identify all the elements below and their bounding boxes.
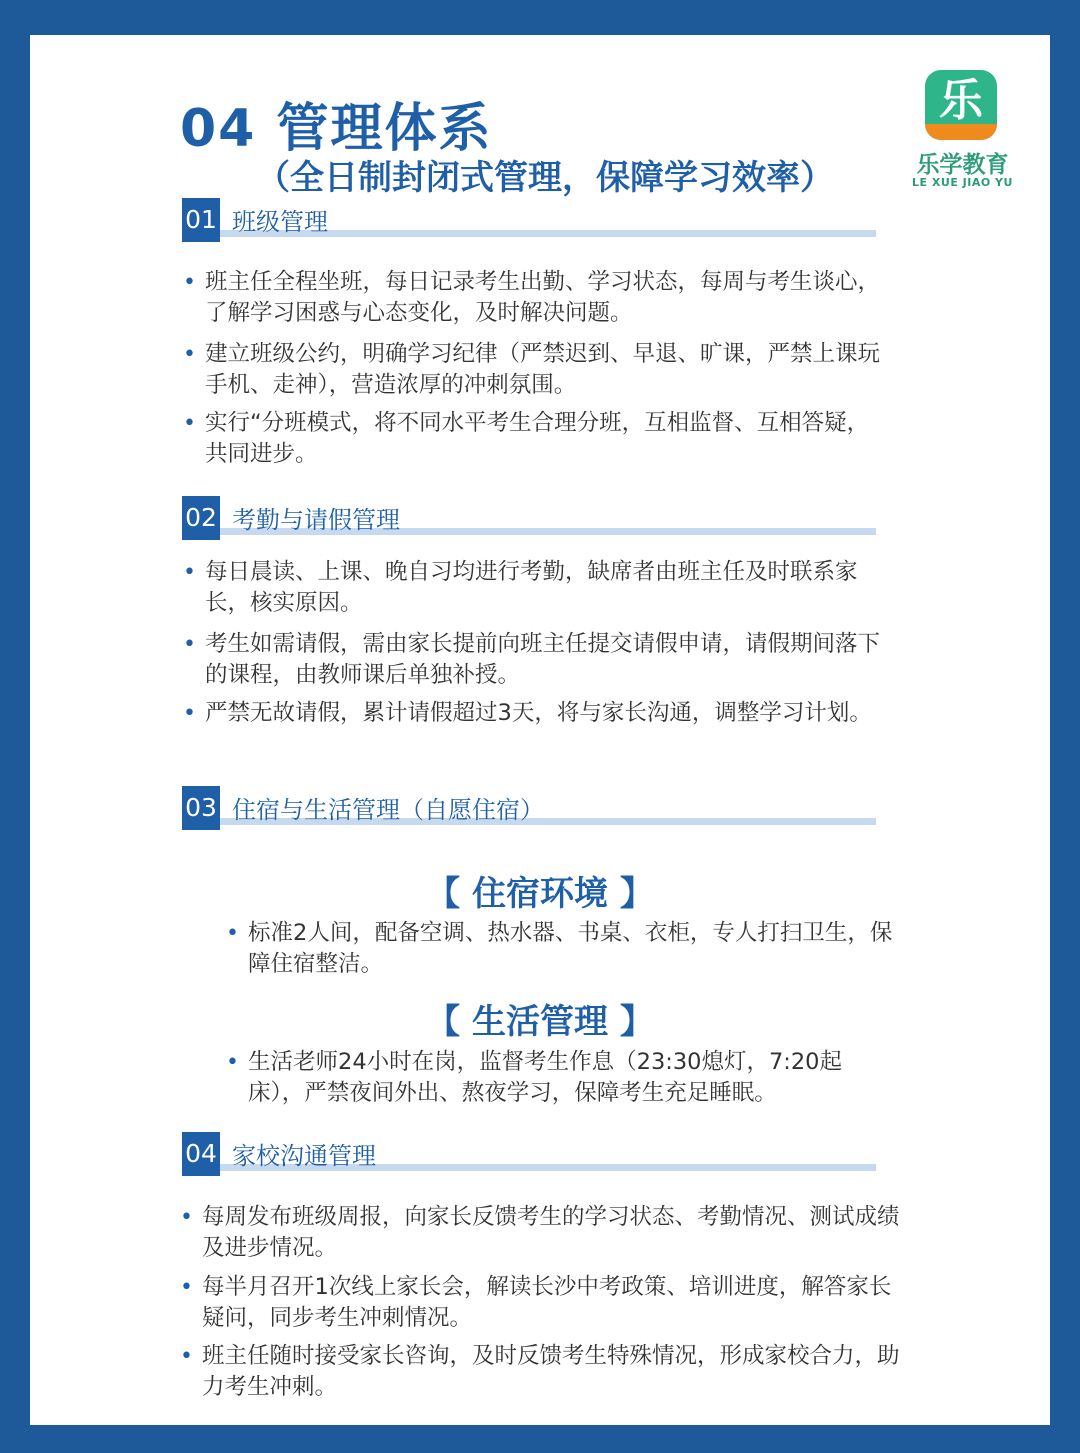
list-item: • 严禁无故请假，累计请假超过3天，将与家长沟通，调整学习计划。 (183, 700, 872, 726)
list-item: • 标准2人间，配备空调、热水器、书桌、衣柜，专人打扫卫生，保障住宿整洁。 (226, 920, 893, 977)
section-title: 家校沟通管理 (232, 1142, 376, 1170)
section-number: 04 (182, 1132, 220, 1176)
logo-name: 乐学教育 (916, 152, 1009, 178)
section-title: 考勤与请假管理 (232, 506, 400, 534)
section-title: 班级管理 (232, 208, 328, 236)
section-number: 03 (182, 786, 220, 830)
section-number: 02 (182, 496, 220, 540)
list-item: • 每周发布班级周报，向家长反馈考生的学习状态、考勤情况、测试成绩及进步情况。 (180, 1204, 900, 1261)
brand-logo (905, 70, 1020, 195)
section-number: 01 (182, 198, 220, 242)
section-header-home-school (182, 1132, 876, 1176)
book-icon (925, 70, 997, 140)
list-item: • 考生如需请假，需由家长提前向班主任提交请假申请，请假期间落下的课程，由教师课后单独补授。 (183, 631, 881, 688)
list-item: • 建立班级公约，明确学习纪律（严禁迟到、早退、旷课，严禁上课玩手机、走神），营造浓厚的冲刺氛围。 (183, 341, 881, 398)
logo-pinyin: LE XUE JIAO YU (912, 176, 1013, 189)
page-subtitle: （全日制封闭式管理，保障学习效率） (256, 158, 834, 198)
list-item: • 每半月召开1次线上家长会，解读长沙中考政策、培训进度，解答家长疑问，同步考生冲刺情况。 (180, 1274, 892, 1331)
section-header-attendance (182, 496, 876, 540)
section-title: 住宿与生活管理（自愿住宿） (232, 796, 544, 824)
subsection-title-accommodation-environment: 【 住宿环境 】 (426, 874, 654, 914)
list-item: • 实行“分班模式，将不同水平考生合理分班，互相监督、互相答疑，共同进步。 (183, 410, 870, 467)
list-item: • 班主任随时接受家长咨询，及时反馈考生特殊情况，形成家校合力，助力考生冲刺。 (180, 1343, 900, 1400)
section-header-accommodation (182, 786, 876, 830)
subsection-title-life-management: 【 生活管理 】 (426, 1002, 654, 1042)
list-item: • 班主任全程坐班，每日记录考生出勤、学习状态，每周与考生谈心，了解学习困惑与心态变化，及时解决问题。 (183, 269, 881, 326)
section-header-class-management (182, 198, 876, 242)
list-item: • 生活老师24小时在岗，监督考生作息（23:30熄灯，7:20起床），严禁夜间外出、熬夜学习，保障考生充足睡眠。 (226, 1049, 842, 1106)
logo-glyph: 乐 (939, 75, 983, 126)
page-title: 04 管理体系 (180, 99, 493, 159)
list-item: • 每日晨读、上课、晚自习均进行考勤，缺席者由班主任及时联系家长，核实原因。 (183, 559, 858, 616)
